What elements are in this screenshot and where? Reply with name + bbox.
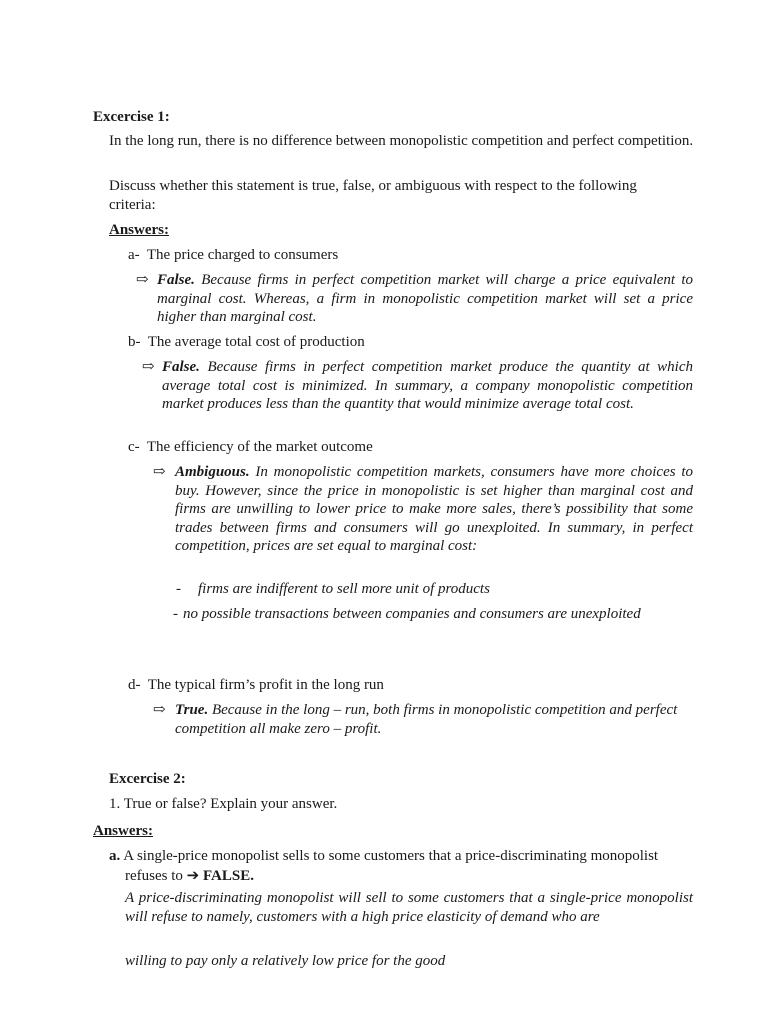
answer-d-verdict: True. (175, 702, 209, 718)
answer-c-bullet-1: firms are indifferent to sell more unit of products (198, 581, 490, 597)
answer-b (162, 358, 693, 414)
answer-c-text: In monopolistic competition markets, consumers have more choices to buy. However, since the price in monopolistic is set higher than marginal cost and firms are unwilling to lower price to make more sales, there’s possibility that some trades between firms and consumers will go unexploited. In summary, in perfect competition, prices are set equal to marginal cost: (175, 464, 694, 554)
exercise-1-title: Excercise 1: (93, 109, 170, 125)
arrow-icon: ⇨ (153, 464, 166, 480)
answer-a (157, 271, 693, 327)
exercise-2-question: 1. True or false? Explain your answer. (109, 796, 338, 812)
bullet-dash: - (176, 581, 181, 597)
criterion-d (128, 676, 384, 695)
criterion-c-text: The efficiency of the market outcome (146, 439, 373, 455)
answer-a-verdict: False. (157, 272, 195, 288)
answer-d-text: Because in the long – run, both firms in monopolistic competition and perfect competition all make zero – profit. (175, 702, 678, 737)
arrow-icon: ⇨ (142, 359, 155, 375)
exercise-2-title: Excercise 2: (109, 771, 186, 787)
arrow-icon: ⇨ (136, 272, 149, 288)
exercise-2-item-a-verdict: FALSE. (202, 867, 254, 884)
answer-b-text: Because firms in perfect competition market produce the quantity at which average total cost is minimized. In summary, a company monopolistic competition market produces less than the quantity that would minimize average total cost. (162, 359, 694, 412)
exercise-2-item-a-text: A single-price monopolist sells to some customers that a price-discriminating monopolist refuses to (123, 848, 659, 884)
answer-d (175, 701, 695, 738)
arrow-icon: ⇨ (153, 702, 166, 718)
exercise-2-item-a (109, 847, 685, 885)
answer-b-verdict: False. (162, 359, 200, 375)
bold-arrow-icon: ➔ (186, 865, 200, 884)
criterion-b-label: b- (128, 334, 141, 350)
criterion-d-text: The typical firm’s profit in the long run (147, 677, 384, 693)
criterion-c (128, 438, 373, 457)
criterion-a-text: The price charged to consumers (146, 247, 339, 263)
bullet-dash: - (173, 606, 178, 622)
criterion-b-text: The average total cost of production (147, 334, 365, 350)
answer-c (175, 463, 693, 556)
exercise-2-answer-a-cont: willing to pay only a relatively low price for the good (125, 953, 446, 969)
criterion-a-label: a- (128, 247, 140, 263)
exercise-2-answers-label: Answers: (93, 823, 153, 839)
exercise-1-prompt: Discuss whether this statement is true, false, or ambiguous with respect to the following criteria: (109, 178, 637, 213)
criterion-d-label: d- (128, 677, 141, 693)
criterion-c-label: c- (128, 439, 140, 455)
answer-c-bullet-2: no possible transactions between companies and consumers are unexploited (183, 606, 641, 622)
criterion-a (128, 246, 338, 265)
criterion-b (128, 333, 365, 352)
answer-a-text: Because firms in perfect competition market will charge a price equivalent to marginal cost. Whereas, a firm in monopolistic competition market will set a price higher than marginal cost. (157, 272, 694, 325)
exercise-2-item-a-label: a. (109, 848, 121, 864)
exercise-2-answer-a: A price-discriminating monopolist will sell to some customers that a single-price monopolist will refuse to namely, customers with a high price elasticity of demand who are (125, 890, 693, 925)
answer-c-verdict: Ambiguous. (175, 464, 250, 480)
exercise-1-statement: In the long run, there is no difference between monopolistic competition and perfect competition. (109, 133, 694, 149)
answers-label: Answers: (109, 222, 169, 238)
